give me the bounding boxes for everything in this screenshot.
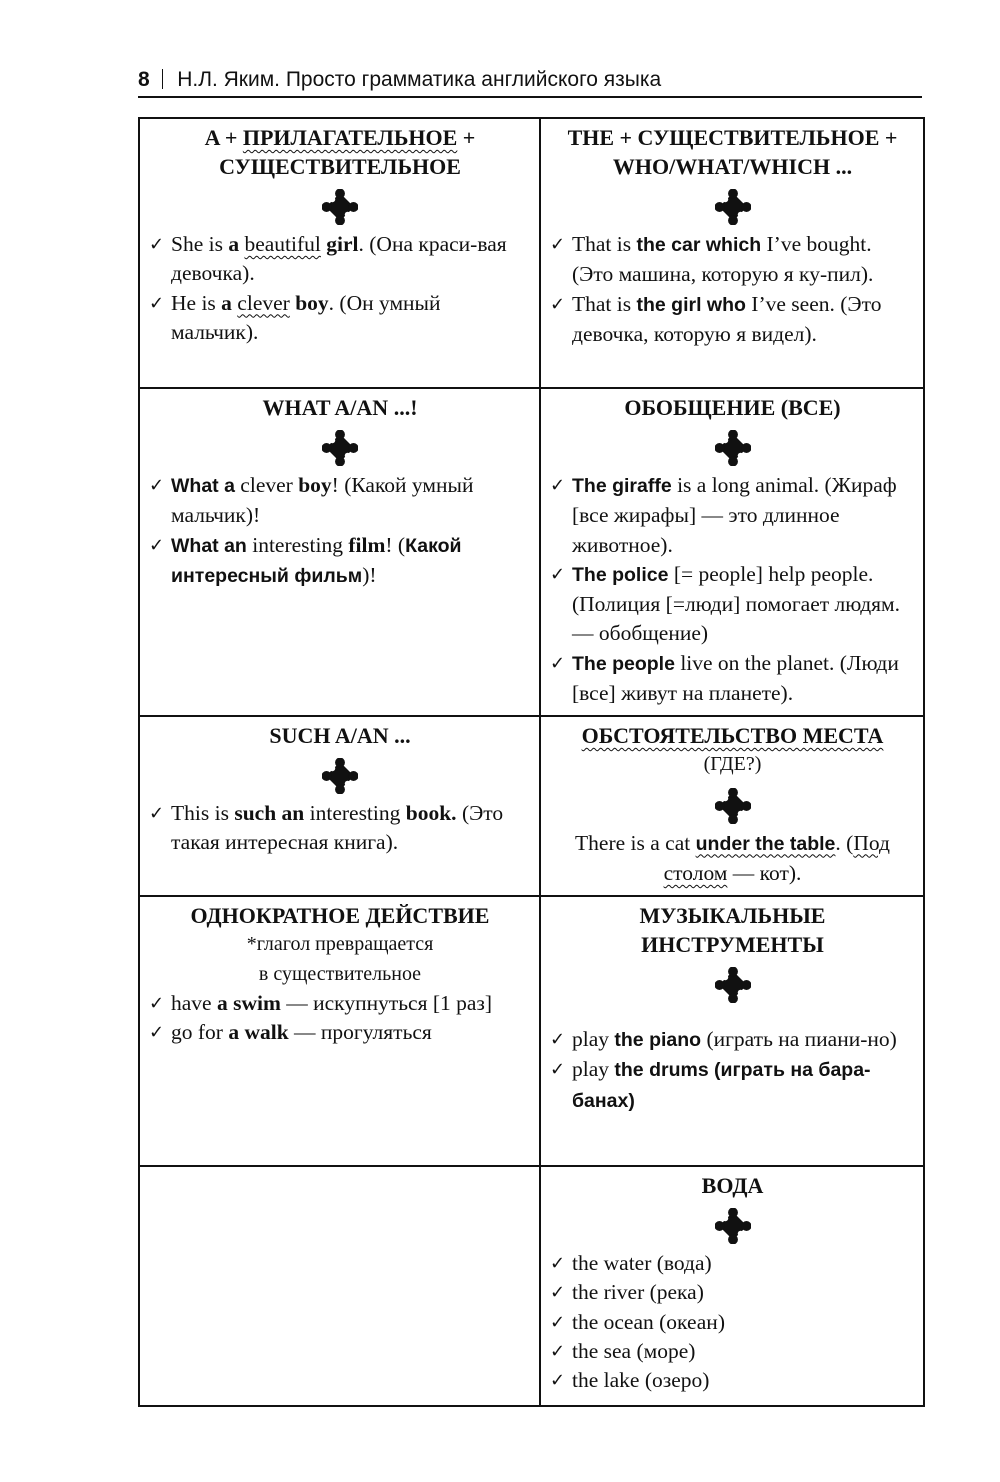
puzzle-icon: [715, 967, 751, 1003]
example-item: ✓ He is a clever boy. (Он умный мальчик).: [149, 289, 531, 348]
adjective-word: ПРИЛАГАТЕЛЬНОЕ: [242, 125, 458, 150]
example-item: ✓ have a swim — искупнуться [1 раз]: [149, 989, 531, 1018]
example-item: ✓ She is a beautiful girl. (Она краси-вая девочка).: [149, 230, 531, 289]
example-sentence: There is a cat under the table. (Под столом — кот).: [575, 830, 890, 885]
cell-the-noun-who-what-which: [540, 118, 924, 388]
example-item: ✓ play the piano (играть на пиани-но): [550, 1025, 915, 1055]
example-item: ✓ This is such an interesting book. (Это такая интересная книга).: [149, 799, 531, 858]
cell-musical-instruments: [540, 896, 924, 1166]
example-item: ✓ The police [= people] help people. (Полиция [=люди] помогает людям. — обобщение): [550, 560, 915, 649]
list-item: ✓ the lake (озеро): [550, 1366, 915, 1395]
puzzle-icon: [322, 430, 358, 466]
cell-title: ОДНОКРАТНОЕ ДЕЙСТВИЕ: [190, 903, 490, 928]
table-row: [139, 118, 924, 388]
cell-title: ВОДА: [701, 1173, 764, 1198]
book-title: Н.Л. Яким. Просто грамматика английского языка: [177, 68, 662, 91]
example-item: ✓ What a clever boy! (Какой умный мальчик)!: [149, 471, 531, 531]
cell-single-action: [139, 896, 540, 1166]
cell-generalization: [540, 388, 924, 716]
cell-what-a-an: [139, 388, 540, 716]
example-item: ✓ What an interesting film! (Какой интересный фильм)!: [149, 531, 531, 592]
cell-such-a-an: [139, 716, 540, 896]
cell-title: МУЗЫКАЛЬНЫЕ ИНСТРУМЕНТЫ: [639, 903, 826, 957]
list-item: ✓ the ocean (океан): [550, 1308, 915, 1337]
cell-a-adjective-noun: [139, 118, 540, 388]
puzzle-icon: [715, 430, 751, 466]
puzzle-icon: [715, 788, 751, 824]
table-row: [139, 1166, 924, 1406]
example-item: ✓ The giraffe is a long animal. (Жираф [все жирафы] — это длинное животное).: [550, 471, 915, 560]
table-row: [139, 896, 924, 1166]
grammar-table: [138, 117, 925, 1407]
cell-title: WHAT A/AN ...!: [262, 395, 418, 420]
example-item: ✓ play the drums (играть на бара-банах): [550, 1055, 915, 1116]
header-divider: [162, 69, 164, 89]
cell-water: [540, 1166, 924, 1406]
puzzle-icon: [322, 189, 358, 225]
cell-title: THE + СУЩЕСТВИТЕЛЬНОЕ + WHO/WHAT/WHICH ...: [567, 125, 898, 179]
list-item: ✓ the river (река): [550, 1278, 915, 1307]
cell-title: A + ПРИЛАГАТЕЛЬНОЕ + СУЩЕСТВИТЕЛЬНОЕ: [204, 125, 476, 179]
table-row: [139, 716, 924, 896]
cell-subtitle: (ГДЕ?): [703, 753, 762, 775]
example-item: ✓ go for a walk — прогуляться: [149, 1018, 531, 1047]
page-header: [138, 66, 922, 98]
cell-note: *глагол превращается в существительное: [246, 933, 434, 985]
table-row: [139, 388, 924, 716]
cell-title: ОБОБЩЕНИЕ (ВСЕ): [624, 395, 841, 420]
cell-title: SUCH A/AN ...: [269, 723, 411, 748]
cell-empty: [139, 1166, 540, 1406]
puzzle-icon: [322, 758, 358, 794]
puzzle-icon: [715, 189, 751, 225]
list-item: ✓ the water (вода): [550, 1249, 915, 1278]
list-item: ✓ the sea (море): [550, 1337, 915, 1366]
cell-adverbial-of-place: [540, 716, 924, 896]
example-item: ✓ That is the girl who I’ve seen. (Это девочка, которую я видел).: [550, 290, 915, 350]
example-item: ✓ That is the car which I’ve bought. (Это машина, которую я ку-пил).: [550, 230, 915, 290]
page-number: 8: [138, 68, 150, 91]
puzzle-icon: [715, 1208, 751, 1244]
cell-title: ОБСТОЯТЕЛЬСТВО МЕСТА: [581, 723, 884, 748]
example-item: ✓ The people live on the planet. (Люди [все] живут на планете).: [550, 649, 915, 709]
